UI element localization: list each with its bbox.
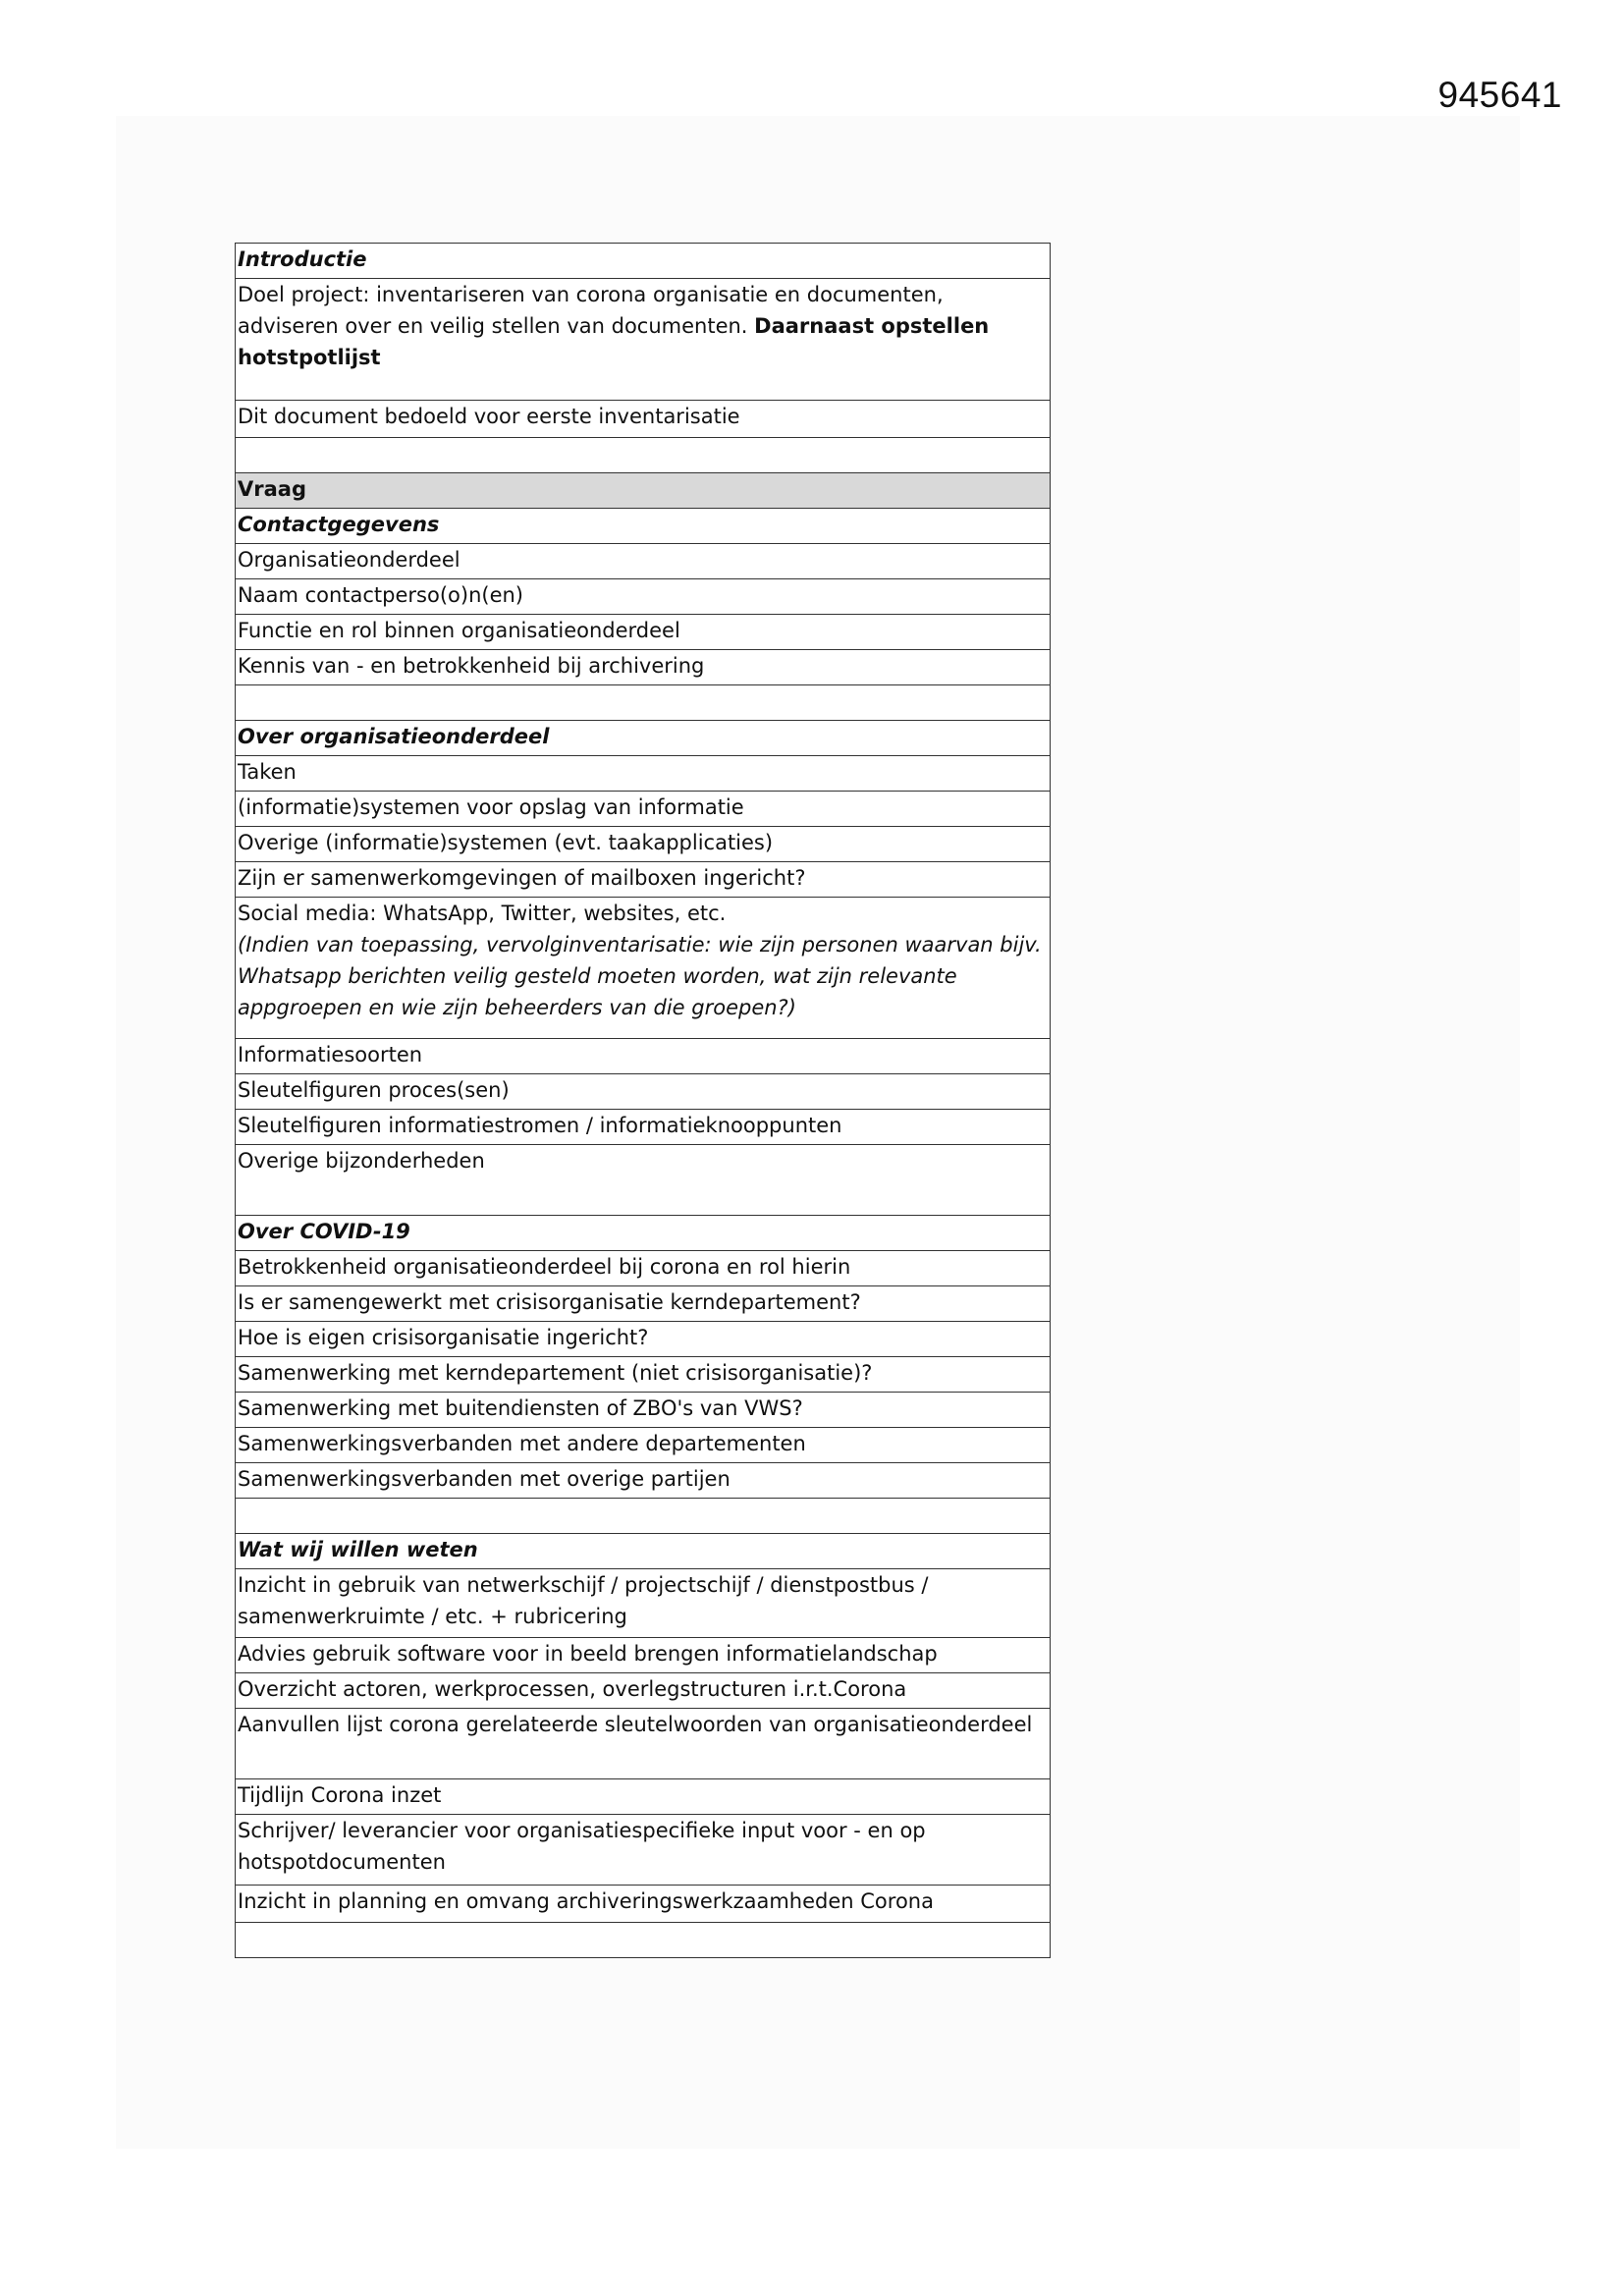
table-row [236, 279, 1051, 401]
table-cell: Dit document bedoeld voor eerste inventarisatie [236, 401, 1051, 438]
section-heading: Over organisatieonderdeel [236, 721, 1051, 756]
empty-cell [236, 1499, 1051, 1534]
table-row [236, 1673, 1051, 1709]
table-cell: Overige (informatie)systemen (evt. taakapplicaties) [236, 827, 1051, 862]
table-row [236, 1569, 1051, 1638]
table-cell: Overzicht actoren, werkprocessen, overlegstructuren i.r.t.Corona [236, 1673, 1051, 1709]
table-row [236, 1322, 1051, 1357]
empty-cell [236, 1923, 1051, 1958]
emphasis-text: Daarnaast opstellen hotstpotlijst [238, 314, 990, 369]
table-cell: Tijdlijn Corona inzet [236, 1779, 1051, 1815]
table-cell: Advies gebruik software voor in beeld brengen informatielandschap [236, 1638, 1051, 1673]
table-row [236, 438, 1051, 473]
table-row [236, 1923, 1051, 1958]
note-text: (Indien van toepassing, vervolginventarisatie: wie zijn personen waarvan bijv. Whatsapp berichten veilig gesteld moeten worden, wat zijn relevante appgroepen en wie zijn beheerders van die groepen?) [238, 933, 1042, 1019]
table-row [236, 1145, 1051, 1216]
table-cell: Schrijver/ leverancier voor organisatiespecifieke input voor - en op hotspotdocumenten [236, 1815, 1051, 1886]
table-row [236, 1216, 1051, 1251]
table-cell: Informatiesoorten [236, 1039, 1051, 1074]
table-row [236, 721, 1051, 756]
table-cell [236, 898, 1051, 1039]
table-cell: (informatie)systemen voor opslag van informatie [236, 792, 1051, 827]
table-cell: Is er samengewerkt met crisisorganisatie kerndepartement? [236, 1286, 1051, 1322]
table-cell: Naam contactperso(o)n(en) [236, 579, 1051, 615]
table-row [236, 579, 1051, 615]
table-cell: Samenwerking met kerndepartement (niet crisisorganisatie)? [236, 1357, 1051, 1393]
section-heading: Over COVID-19 [236, 1216, 1051, 1251]
table-row [236, 1039, 1051, 1074]
column-header: Vraag [236, 473, 1051, 509]
table-row [236, 1534, 1051, 1569]
table-row [236, 792, 1051, 827]
table-row [236, 1709, 1051, 1779]
table-cell: Inzicht in planning en omvang archiveringswerkzaamheden Corona [236, 1886, 1051, 1923]
table-cell: Organisatieonderdeel [236, 544, 1051, 579]
table-row [236, 827, 1051, 862]
table-cell: Inzicht in gebruik van netwerkschijf / projectschijf / dienstpostbus / samenwerkruimte / etc. + rubricering [236, 1569, 1051, 1638]
table-row [236, 898, 1051, 1039]
table-row [236, 1499, 1051, 1534]
cell-text: Social media: WhatsApp, Twitter, websites, etc. [238, 902, 727, 925]
table-cell: Zijn er samenwerkomgevingen of mailboxen ingericht? [236, 862, 1051, 898]
table-cell [236, 279, 1051, 401]
table-cell: Overige bijzonderheden [236, 1145, 1051, 1216]
table-row [236, 1357, 1051, 1393]
section-heading: Contactgegevens [236, 509, 1051, 544]
section-heading: Wat wij willen weten [236, 1534, 1051, 1569]
table-row [236, 1074, 1051, 1110]
table-row [236, 473, 1051, 509]
table-row [236, 1393, 1051, 1428]
empty-cell [236, 685, 1051, 721]
table-row [236, 1886, 1051, 1923]
table-row [236, 685, 1051, 721]
table-row [236, 1779, 1051, 1815]
table-row [236, 1286, 1051, 1322]
table-cell: Betrokkenheid organisatieonderdeel bij corona en rol hierin [236, 1251, 1051, 1286]
document-number: 945641 [1437, 75, 1562, 115]
questionnaire-table [235, 243, 1051, 1958]
cell-text: Doel project: inventariseren van corona organisatie en documenten, adviseren over en veilig stellen van documenten. [238, 283, 944, 338]
table-row [236, 509, 1051, 544]
table-cell: Samenwerkingsverbanden met andere departementen [236, 1428, 1051, 1463]
table-row [236, 1638, 1051, 1673]
table-row [236, 1251, 1051, 1286]
section-heading: Introductie [236, 244, 1051, 279]
table-row [236, 650, 1051, 685]
table-row [236, 544, 1051, 579]
table-cell: Aanvullen lijst corona gerelateerde sleutelwoorden van organisatieonderdeel [236, 1709, 1051, 1779]
table-row [236, 615, 1051, 650]
table-cell: Samenwerkingsverbanden met overige partijen [236, 1463, 1051, 1499]
table-row [236, 1110, 1051, 1145]
table-cell: Samenwerking met buitendiensten of ZBO's van VWS? [236, 1393, 1051, 1428]
table-cell: Functie en rol binnen organisatieonderdeel [236, 615, 1051, 650]
table-row [236, 1463, 1051, 1499]
table-row [236, 1815, 1051, 1886]
table-cell: Taken [236, 756, 1051, 792]
table-row [236, 862, 1051, 898]
table-cell: Hoe is eigen crisisorganisatie ingericht? [236, 1322, 1051, 1357]
table-row [236, 756, 1051, 792]
table-row [236, 401, 1051, 438]
table-cell: Sleutelfiguren informatiestromen / informatieknooppunten [236, 1110, 1051, 1145]
table-row [236, 244, 1051, 279]
empty-cell [236, 438, 1051, 473]
table-cell: Kennis van - en betrokkenheid bij archivering [236, 650, 1051, 685]
table-cell: Sleutelfiguren proces(sen) [236, 1074, 1051, 1110]
table-row [236, 1428, 1051, 1463]
